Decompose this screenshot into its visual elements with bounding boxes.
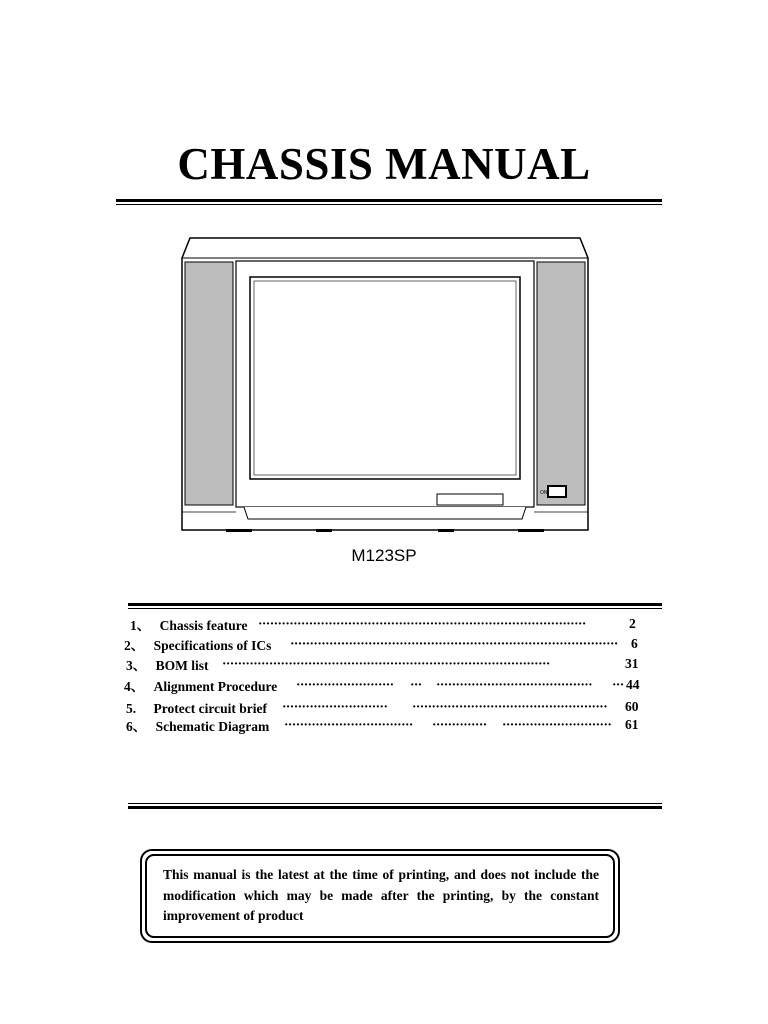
toc-entry-page: 61 (625, 717, 639, 732)
toc-entry-page: 2 (629, 616, 636, 631)
notice-box (140, 849, 620, 943)
toc-entry-number: 6、 (126, 719, 147, 734)
toc-entry (126, 717, 269, 737)
toc-entry (130, 616, 248, 636)
toc-entry-number: 5. (126, 701, 137, 716)
toc-leader: ··· (410, 677, 422, 692)
toc-bottom-rule (128, 803, 662, 809)
toc-entry-page: 6 (631, 636, 638, 651)
toc-leader: ···························· (502, 717, 612, 732)
toc-entry (126, 656, 209, 676)
toc-entry-number: 1、 (130, 618, 151, 633)
toc-entry (124, 677, 277, 697)
toc-entry-number: 3、 (126, 658, 147, 673)
model-number: M123SP (351, 546, 417, 565)
toc-leader: ··· (612, 677, 624, 692)
toc-entry-label: Schematic Diagram (155, 719, 270, 734)
toc-entry-label: Specifications of ICs (153, 638, 272, 653)
toc-entry-page: 60 (625, 699, 639, 714)
toc-leader: ························· (296, 677, 394, 692)
toc-top-rule (128, 603, 662, 609)
toc-entry (124, 636, 271, 656)
svg-text:ON: ON (540, 490, 548, 496)
notice-text: This manual is the latest at the time of printing, and does not include the modification which may be made after the printing, by the constant improvement of product (145, 854, 615, 938)
page-title: CHASSIS MANUAL (177, 139, 591, 189)
toc-entry-label: Chassis feature (159, 618, 248, 633)
toc-leader: ···················································································· (290, 636, 618, 651)
toc-entry-number: 2、 (124, 638, 145, 653)
toc-leader: ···················································································· (258, 616, 586, 631)
toc-leader: ································· (284, 717, 413, 732)
toc-leader: ·············· (432, 717, 487, 732)
toc-entry-label: Alignment Procedure (153, 679, 278, 694)
toc-entry-page: 31 (625, 656, 639, 671)
toc-leader: ·················································· (412, 699, 608, 714)
toc-entry (126, 699, 267, 719)
toc-leader: ··························· (282, 699, 388, 714)
toc-entry-number: 4、 (124, 679, 145, 694)
toc-entry-page: 44 (626, 677, 640, 692)
toc-leader: ········································ (436, 677, 593, 692)
toc-entry-label: Protect circuit brief (153, 701, 267, 716)
toc-entry-label: BOM list (155, 658, 209, 673)
toc-leader: ···················································································· (222, 656, 550, 671)
